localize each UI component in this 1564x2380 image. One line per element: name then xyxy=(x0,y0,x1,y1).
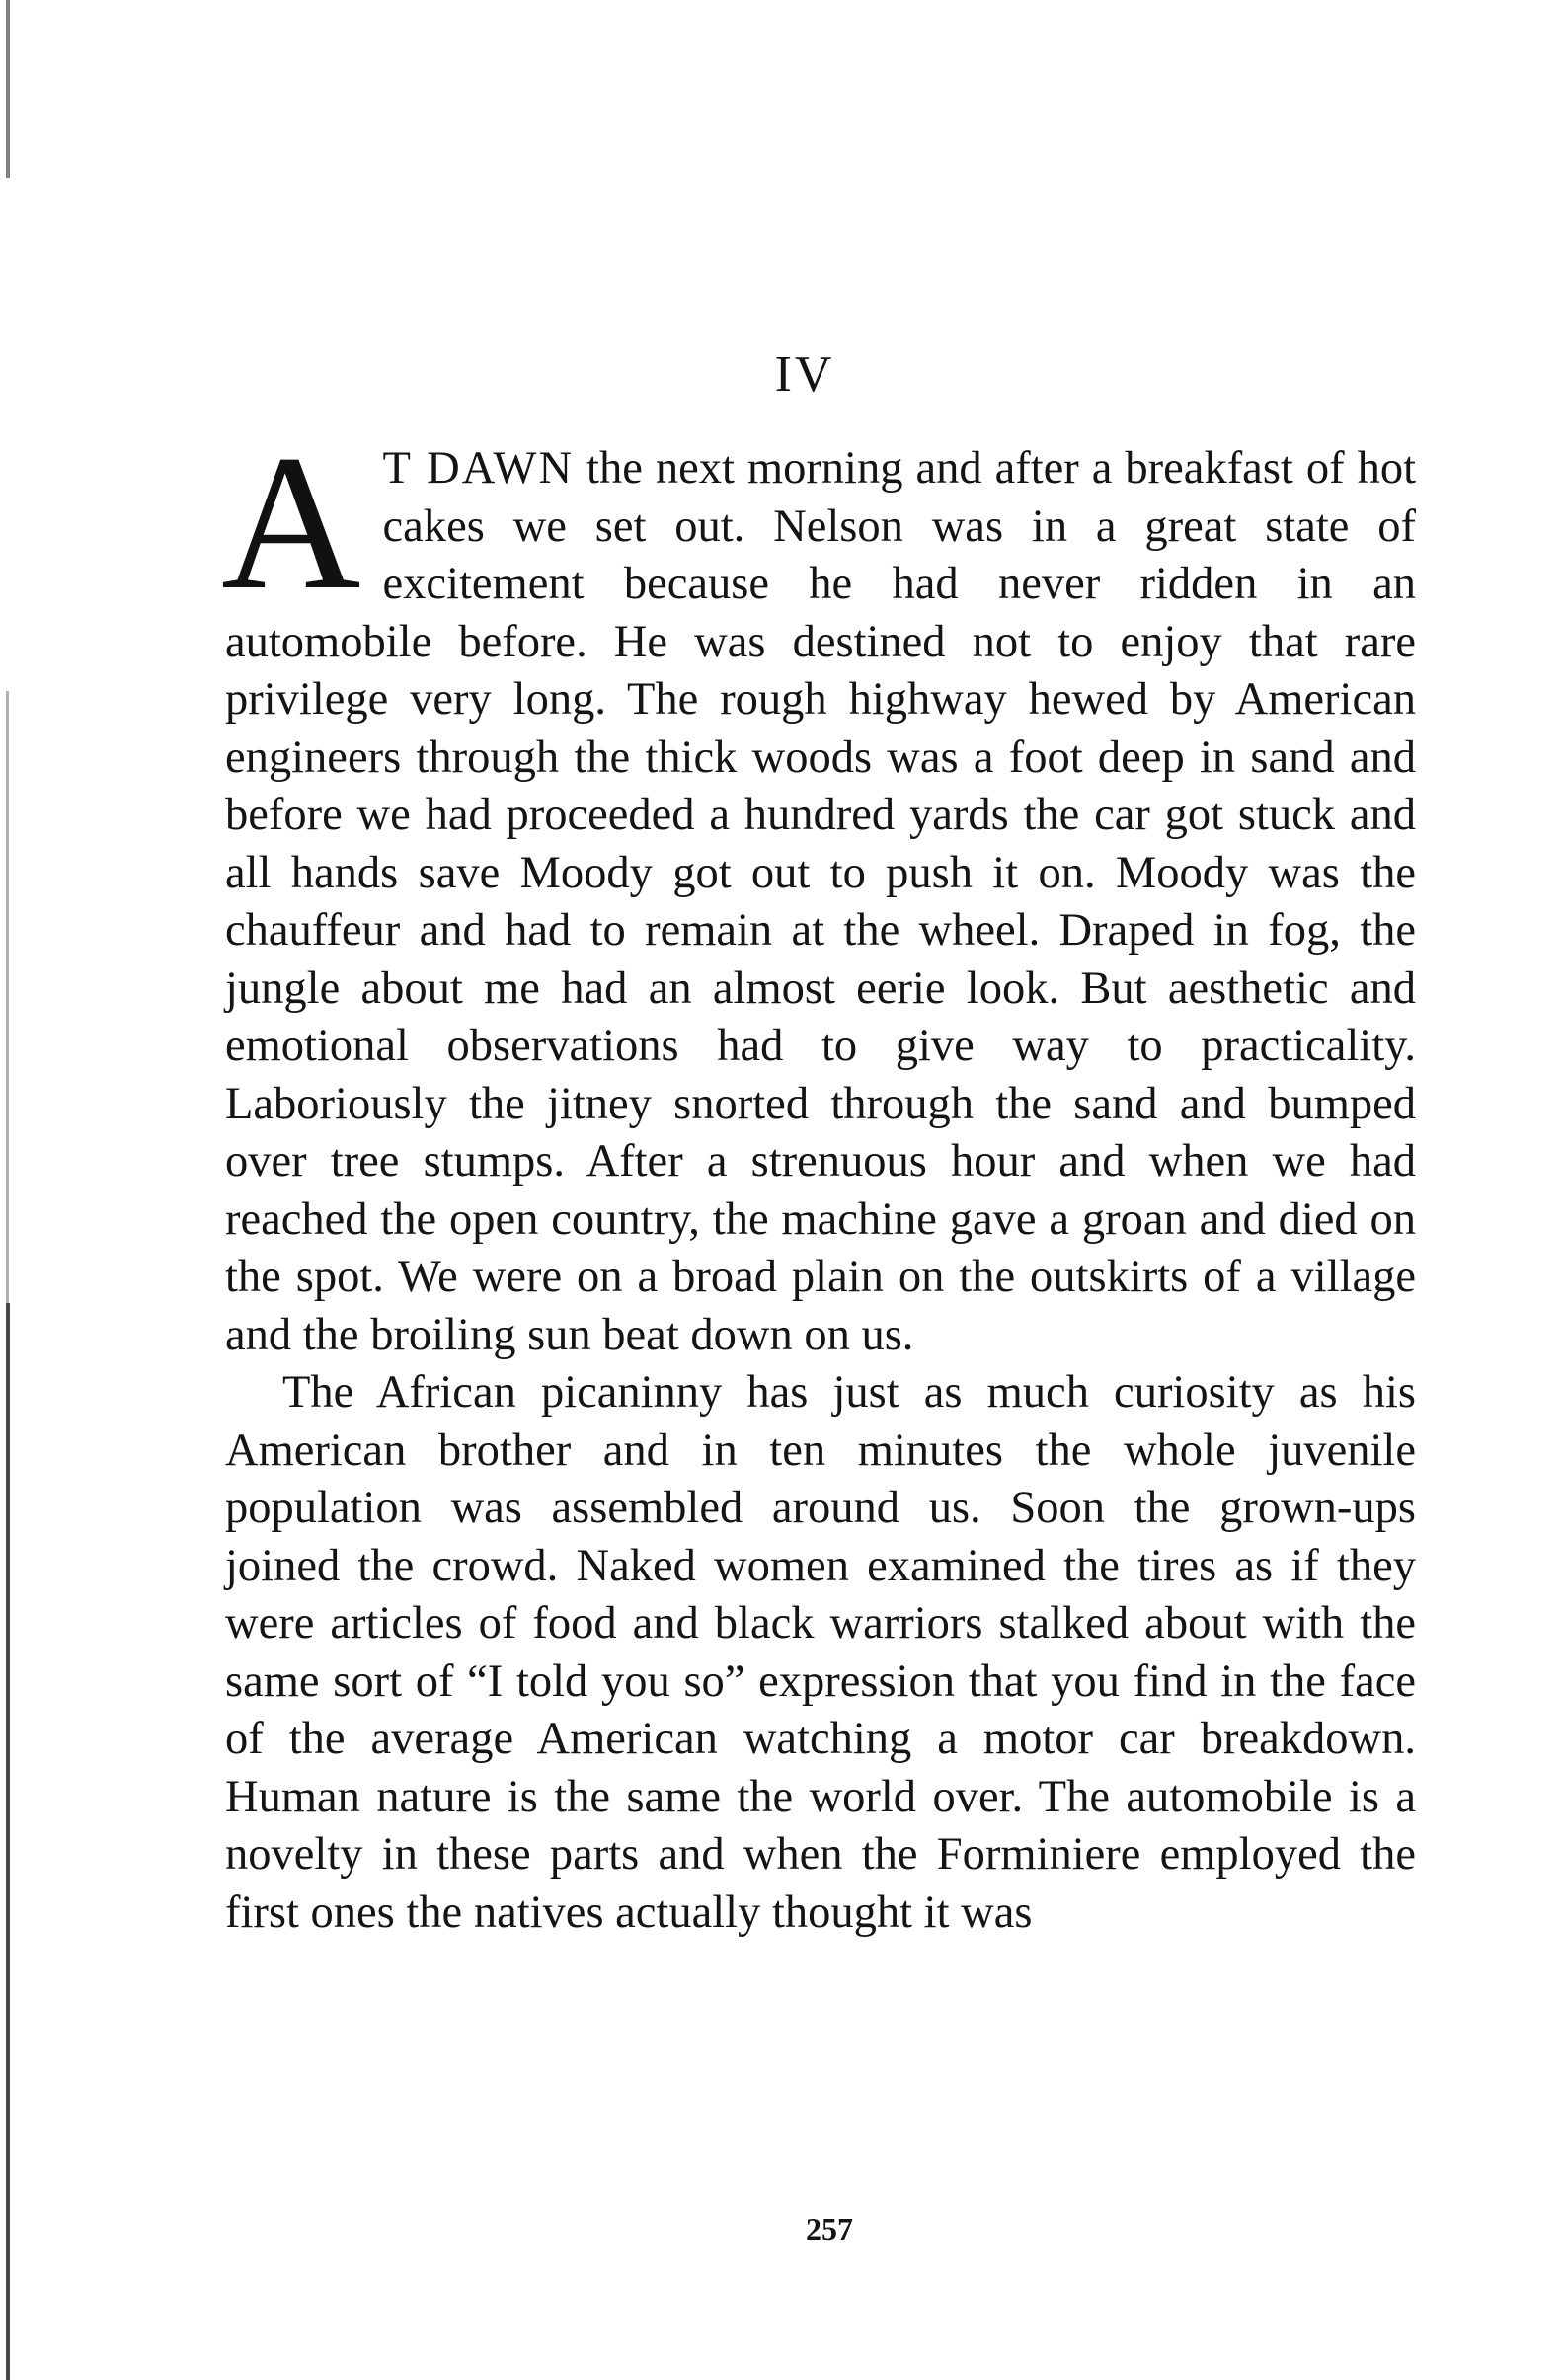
binding-shadow-segment xyxy=(6,691,9,1303)
paragraph-1-text: the next morning and after a breakfast of hot cakes we set out. Nelson was in a great state of excitement because he had never ridden in an automobile before. He was destined not to enjoy that rare privilege very long. The rough highway hewed by American engineers through the thick woods was a foot deep in sand and before we had proceeded a hundred yards the car got stuck and all hands save Moody got out to push it on. Moody was the chauffeur and had to remain at the wheel. Draped in fog, the jungle about me had an almost eerie look. But aesthetic and emotional observations had to give way to practicality. Laboriously the jitney snorted through the sand and bumped over tree stumps. After a strenuous hour and when we had reached the open country, the machine gave a groan and died on the spot. We were on a broad plain on the outskirts of a village and the broiling sun beat down on us. xyxy=(225,443,1416,1360)
binding-shadow-segment xyxy=(6,0,10,178)
paragraph-1 xyxy=(221,416,1416,1364)
page-number: 257 xyxy=(806,2211,853,2247)
page-body xyxy=(221,416,1416,1942)
drop-cap: A xyxy=(221,416,361,630)
paragraph-2: The African picaninny has just as much curiosity as his American brother and in ten minutes the whole juvenile population was assembled around us. Soon the grown-ups joined the crowd. Naked women examined the tires as if they were articles of food and black warriors stalked about with the same sort of “I told you so” expression that you find in the face of the average American watching a motor car breakdown. Human nature is the same the world over. The automobile is a novelty in these parts and when the Forminiere employed the first ones the natives actually thought it was xyxy=(225,1367,1416,1938)
lead-in: T DAWN xyxy=(382,443,575,494)
chapter-heading: IV xyxy=(774,346,835,403)
